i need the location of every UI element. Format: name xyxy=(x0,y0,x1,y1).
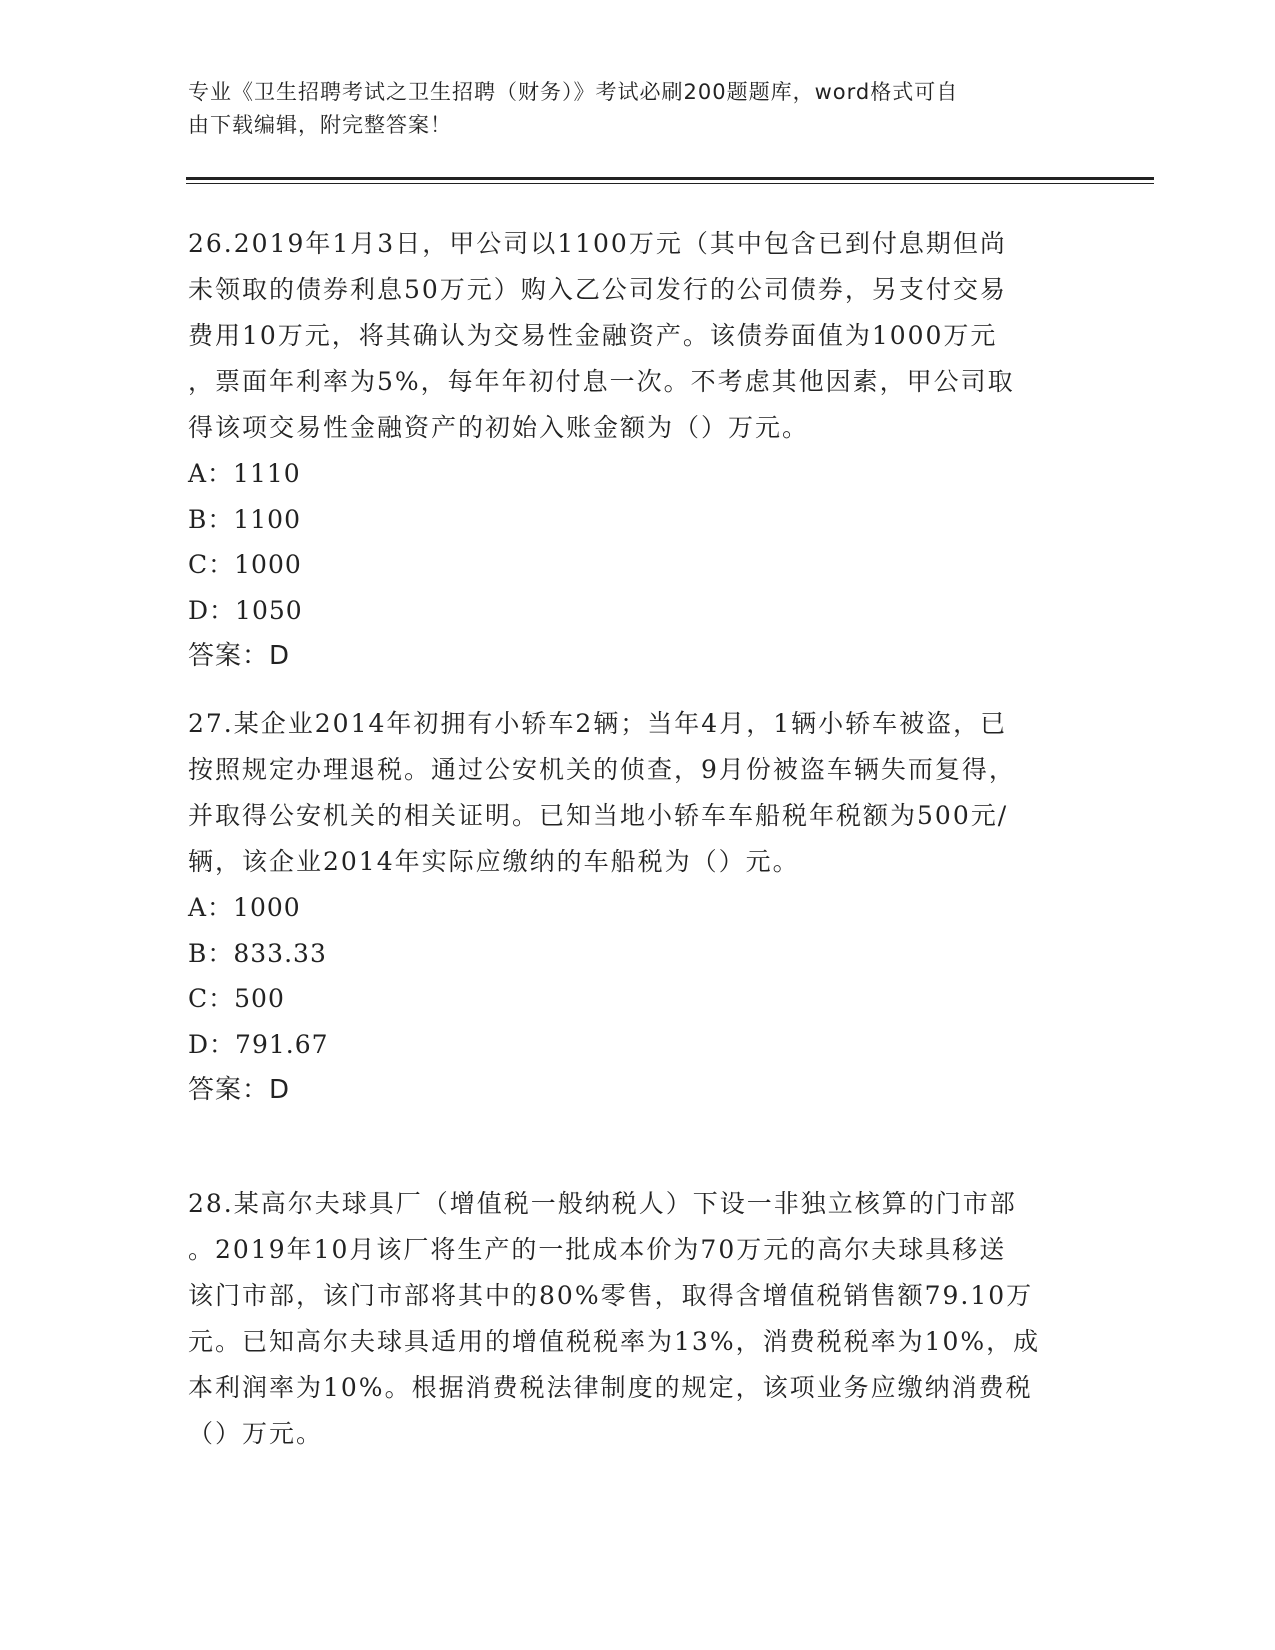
option-d: D：791.67 xyxy=(188,1029,329,1059)
stem-line: ，票面年利率为5%，每年年初付息一次。不考虑其他因素，甲公司取 xyxy=(188,367,1015,396)
question-28 xyxy=(188,1181,1068,1457)
header-divider-thin xyxy=(186,183,1154,184)
stem-line: 得该项交易性金融资产的初始入账金额为（）万元。 xyxy=(188,413,810,442)
option-d: D：1050 xyxy=(188,595,303,625)
stem-line: 并取得公安机关的相关证明。已知当地小轿车车船税年税额为500元/ xyxy=(188,801,1009,830)
question-27 xyxy=(188,701,1068,1113)
question-stem xyxy=(188,701,1068,885)
stem-line: 27.某企业2014年初拥有小轿车2辆；当年4月，1辆小轿车被盗，已 xyxy=(188,709,1008,738)
header-line-1: 专业《卫生招聘考试之卫生招聘（财务）》考试必刷200题题库，word格式可自 xyxy=(188,80,959,104)
stem-line: 按照规定办理退税。通过公安机关的侦查，9月份被盗车辆失而复得， xyxy=(188,755,1016,784)
header-divider xyxy=(186,177,1154,180)
answer: 答案：D xyxy=(188,641,291,671)
question-stem xyxy=(188,1181,1068,1457)
option-a: A：1110 xyxy=(188,459,301,488)
stem-line: 辆，该企业2014年实际应缴纳的车船税为（）元。 xyxy=(188,847,800,876)
stem-line: 28.某高尔夫球具厂（增值税一般纳税人）下设一非独立核算的门市部 xyxy=(188,1189,1017,1218)
option-b: B：833.33 xyxy=(188,938,327,968)
stem-line: 。2019年10月该厂将生产的一批成本价为70万元的高尔夫球具移送 xyxy=(188,1235,1007,1264)
option-a: A：1000 xyxy=(188,893,301,922)
question-stem xyxy=(188,221,1068,451)
option-c: C：1000 xyxy=(188,550,302,579)
header-line-2: 由下载编辑，附完整答案！ xyxy=(188,113,452,137)
stem-line: 26.2019年1月3日，甲公司以1100万元（其中包含已到付息期但尚 xyxy=(188,229,1007,258)
answer: 答案：D xyxy=(188,1075,291,1105)
stem-line: 费用10万元，将其确认为交易性金融资产。该债券面值为1000万元 xyxy=(188,321,998,350)
stem-line: 本利润率为10%。根据消费税法律制度的规定，该项业务应缴纳消费税 xyxy=(188,1373,1033,1402)
stem-line: 元。已知高尔夫球具适用的增值税税率为13%，消费税税率为10%，成 xyxy=(188,1327,1041,1356)
stem-line: （）万元。 xyxy=(188,1419,324,1448)
option-b: B：1100 xyxy=(188,504,301,534)
stem-line: 该门市部，该门市部将其中的80%零售，取得含增值税销售额79.10万 xyxy=(188,1281,1034,1310)
stem-line: 未领取的债券利息50万元）购入乙公司发行的公司债券，另支付交易 xyxy=(188,275,1007,304)
option-c: C：500 xyxy=(188,984,285,1013)
document-header xyxy=(188,76,1068,142)
question-26 xyxy=(188,221,1068,679)
